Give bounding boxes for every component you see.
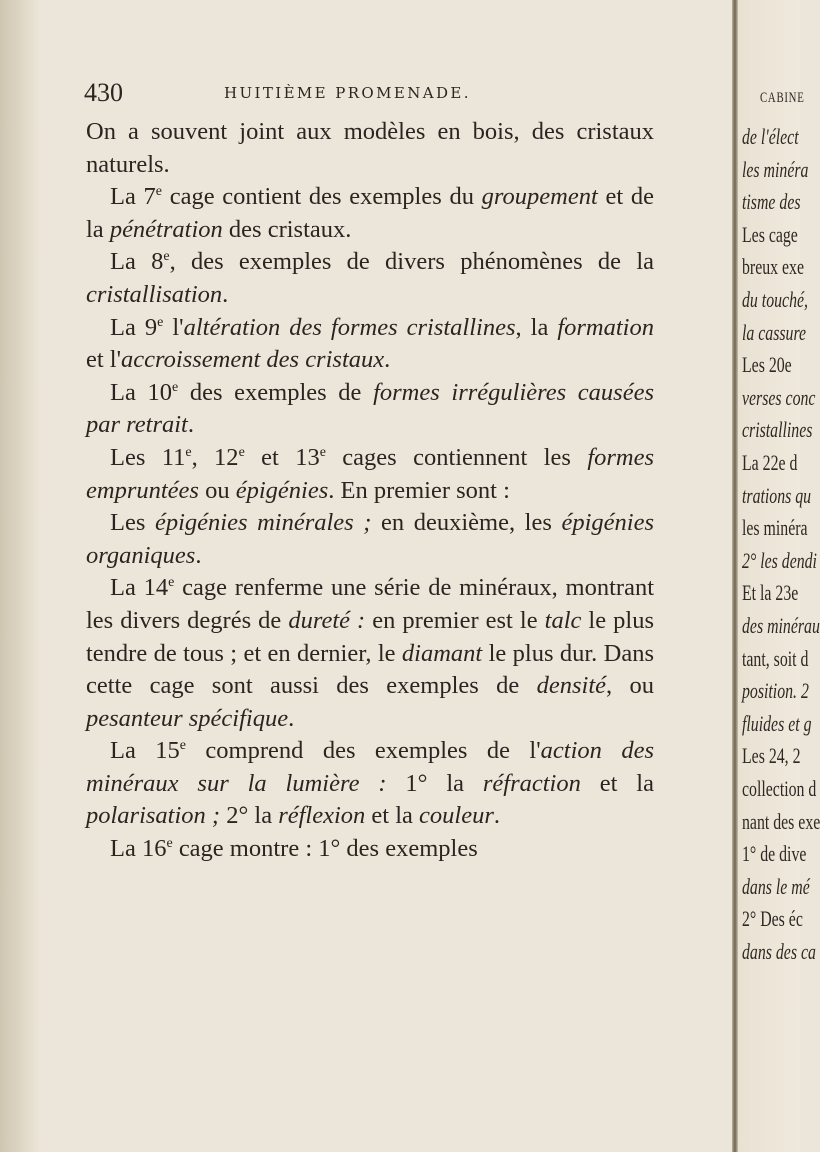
- adjacent-line: 2° Des éc: [742, 906, 803, 932]
- running-head: [84, 78, 624, 108]
- adjacent-line: tant, soit d: [742, 645, 809, 671]
- adjacent-line: trations qu: [742, 482, 812, 508]
- paragraph: La 8e, des exemples de divers phénomènes de la cristallisation.: [86, 248, 654, 308]
- adjacent-line: la cassure: [742, 319, 807, 345]
- adjacent-line: tisme des: [742, 189, 801, 215]
- adjacent-line: La 22e d: [742, 450, 798, 475]
- page-number: 430: [84, 78, 123, 107]
- adjacent-page-fragment: [738, 0, 820, 1152]
- body-text: [86, 116, 654, 866]
- paragraph: La 7e cage contient des exemples du groupement et de la pénétration des cristaux.: [86, 183, 654, 243]
- adjacent-line: cristallines: [742, 417, 813, 443]
- paragraph: On a souvent joint aux modèles en bois, des cristaux naturels.: [86, 118, 654, 178]
- paragraph: Les épigénies minérales ; en deuxième, les épigénies organiques.: [86, 509, 655, 569]
- adjacent-line: breux exe: [742, 254, 805, 280]
- paragraph: Les 11e, 12e et 13e cages contiennent les formes empruntées ou épigénies. En premier sont :: [86, 443, 655, 504]
- adjacent-line: les minéra: [742, 515, 808, 541]
- adjacent-line: de l'élect: [742, 124, 799, 149]
- adjacent-running-head: CABINE: [760, 90, 805, 106]
- adjacent-line: des minérau: [742, 613, 820, 638]
- adjacent-line: les minéra: [742, 156, 809, 182]
- adjacent-line: 1° de dive: [742, 841, 807, 867]
- adjacent-line: dans le mé: [742, 873, 810, 899]
- adjacent-line: verses conc: [742, 384, 816, 410]
- paragraph: La 14e cage renferme une série de minéraux, montrant les divers degrés de dureté : en premier est le talc le plus tendre de tous ; et en dernier, le diamant le plus dur. Dans cette cage sont aussi des exemples de densité, ou pesanteur spécifique.: [86, 574, 654, 732]
- adjacent-line: Les cage: [742, 221, 798, 247]
- adjacent-line: Les 24, 2: [742, 743, 801, 769]
- adjacent-line: dans des ca: [742, 939, 816, 964]
- adjacent-line: du touché,: [742, 287, 808, 312]
- adjacent-line: position. 2: [742, 678, 809, 704]
- adjacent-line: Les 20e: [742, 352, 792, 378]
- adjacent-line: nant des exe: [742, 808, 820, 834]
- paragraph: La 9e l'altération des formes cristallines, la formation et l'accroissement des cristaux.: [86, 313, 654, 374]
- adjacent-line: 2° les dendi: [742, 547, 817, 573]
- adjacent-line: collection d: [742, 776, 817, 801]
- chapter-title: HUITIÈME PROMENADE.: [224, 84, 471, 102]
- paragraph: La 16e cage montre : 1° des exemples: [110, 835, 478, 863]
- paragraph: La 15e comprend des exemples de l'action des minéraux sur la lumière : 1° la réfraction et la polarisation ; 2° la réflexion et la couleur.: [86, 737, 654, 830]
- paragraph: La 10e des exemples de formes irrégulières causées par retrait.: [86, 378, 654, 439]
- adjacent-line: Et la 23e: [742, 580, 799, 606]
- adjacent-line: fluides et g: [742, 710, 812, 736]
